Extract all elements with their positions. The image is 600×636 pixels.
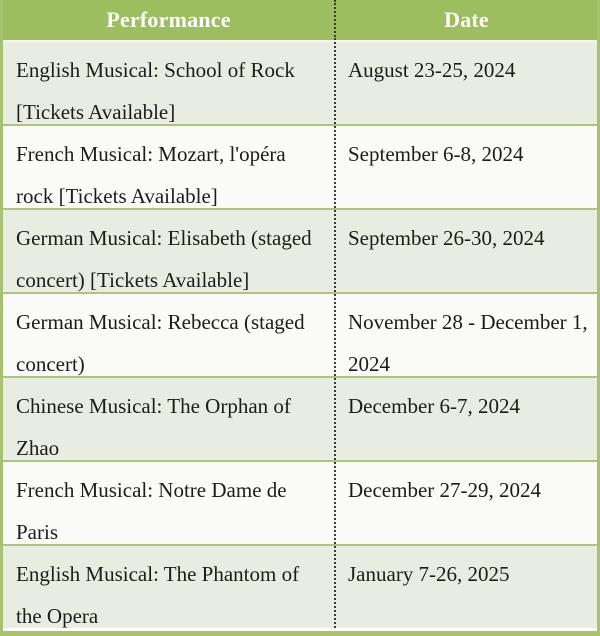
date-cell [334,462,597,544]
performance-cell [3,462,334,544]
performance-cell [3,546,334,628]
date-cell [334,546,597,628]
table-row [3,460,597,544]
date-text: 2024 [348,352,390,376]
table-row [3,40,597,124]
performance-text: French Musical: Mozart, l'opéra [16,142,286,166]
date-text: September 6-8, 2024 [348,142,524,166]
date-cell [334,126,597,208]
date-text: November 28 - December 1, [348,310,588,334]
header-cell-date: Date [334,0,597,40]
table-row [3,292,597,376]
date-text: January 7-26, 2025 [348,562,510,586]
performance-text: concert) [16,352,85,376]
performance-cell [3,294,334,376]
performance-text: rock [Tickets Available] [16,184,218,208]
performance-text: French Musical: Notre Dame de [16,478,287,502]
performance-text: Chinese Musical: The Orphan of [16,394,291,418]
table-row [3,124,597,208]
date-cell [334,210,597,292]
date-text: September 26-30, 2024 [348,226,545,250]
performance-cell [3,126,334,208]
date-text: August 23-25, 2024 [348,58,516,82]
performance-cell [3,42,334,124]
table-row [3,376,597,460]
header-cell-performance: Performance [106,7,231,32]
table-header-row [3,0,597,40]
performance-cell [3,378,334,460]
performance-text: concert) [Tickets Available] [16,268,250,292]
date-cell [334,42,597,124]
performance-text: Zhao [16,436,60,460]
performance-text: English Musical: The Phantom of [16,562,300,586]
date-cell [334,378,597,460]
performance-text: [Tickets Available] [16,100,176,124]
performance-cell [3,210,334,292]
performance-text: German Musical: Rebecca (staged [16,310,305,334]
date-text: December 6-7, 2024 [348,394,521,418]
performance-text: Paris [16,520,58,544]
performance-text: the Opera [16,604,99,628]
performance-text: English Musical: School of Rock [16,58,295,82]
date-cell [334,294,597,376]
performance-text: German Musical: Elisabeth (staged [16,226,312,250]
date-text: December 27-29, 2024 [348,478,542,502]
table-row [3,208,597,292]
table-row [3,544,597,628]
